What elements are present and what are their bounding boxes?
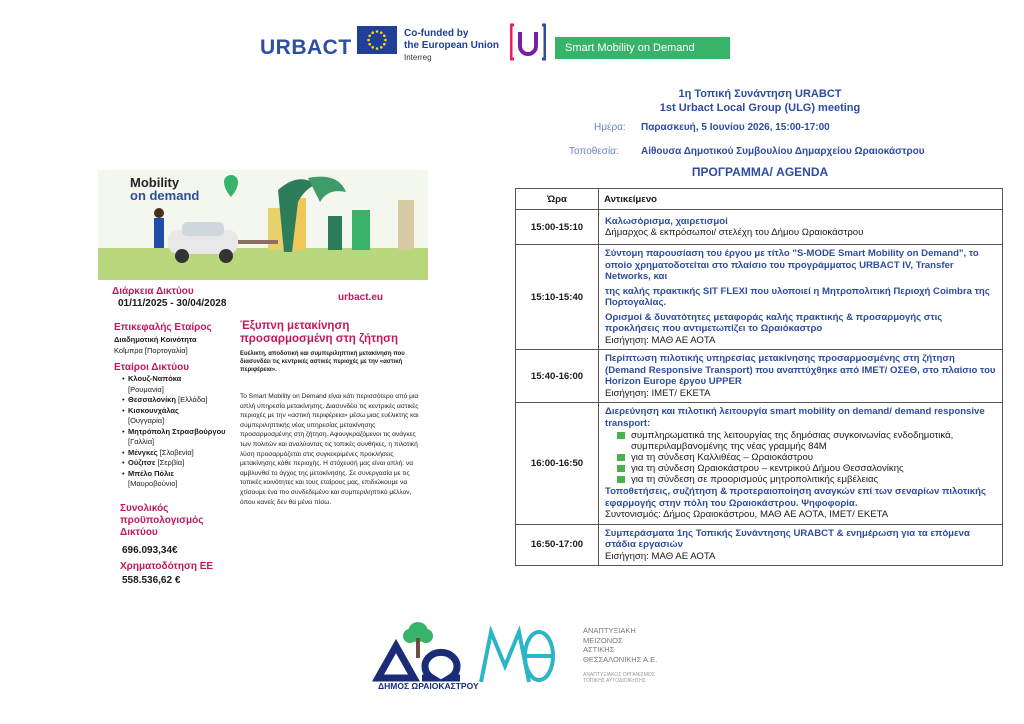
time-cell: 16:00-16:50 [516,403,599,525]
bullet-list [617,430,996,485]
meeting-title-greek: 1η Τοπική Συνάντηση URABCT [678,88,842,100]
duration-value: 01/11/2025 - 30/04/2028 [118,298,227,309]
col-time-header: Ώρα [516,189,599,210]
list-item: • Ούζιτσε [Σερβία] [122,458,228,469]
subject-title: Συμπεράσματα 1ης Τοπικής Συνάντησης URABCT & ενημέρωση για τα επόμενα στάδια εργασιών [605,527,970,550]
col-subject-header: Αντικείμενο [599,189,1003,210]
subject-title: Καλωσόρισμα, χαιρετισμοί [605,215,728,227]
smod-banner: Smart Mobility on Demand [555,37,730,59]
subject-cell [599,210,1003,245]
list-item: • Μπέλο Πόλιε [Μαυροβούνιο] [122,469,228,490]
time-cell: 15:10-15:40 [516,245,599,350]
location-label: Τοποθεσία: [569,146,619,157]
urbact-logo: URBACT [260,36,352,59]
eu-flag-icon [357,26,397,54]
dimos-oraiokastrou-text: ΔΗΜΟΣ ΩΡΑΙΟΚΑΣΤΡΟΥ [378,681,479,691]
hero-title: Mobility on demand [130,175,200,203]
subject-speaker: Εισήγηση: ΙΜΕΤ/ ΕΚΕΤΑ [605,387,711,399]
subject-speaker: Δήμαρχος & εκπρόσωποι/ στελέχη του Δήμου Ωραιοκάστρου [605,227,864,238]
subject-title: Σύντομη παρουσίαση του έργου με τίτλο "S-MODE Smart Mobility on Demand", το οποίο χρηματοδοτείται στο πλαίσιο του προγράμματος URBACT IV, Transfer Networks, και [605,248,979,282]
time-cell: 16:50-17:00 [516,524,599,566]
mth-logo-icon [477,626,569,686]
subject-speaker: Συντονισμός: Δήμος Ωραιοκάστρου, ΜΑΘ ΑΕ ΑΟΤΑ, ΙΜΕΤ/ ΕΚΕΤΑ [605,509,889,520]
list-item: • Μένγκες [Σλοβενία] [122,448,228,459]
lead-partner-value: Διαδημοτική Κοινότητα Κοΐμπρα [Πορτογαλία] [114,335,197,355]
subject-speaker: Εισήγηση: ΜΑΘ ΑΕ ΑΟΤΑ [605,550,716,562]
mth-text: ΑΝΑΠΤΥΞΙΑΚΗ ΜΕΙΖΟΝΟΣ ΑΣΤΙΚΗΣ ΘΕΣΣΑΛΟΝΙΚΗΣ Α.Ε. [583,626,658,664]
dimos-oraiokastrou-logo-icon [372,620,464,690]
table-row [516,524,1003,566]
subject-title: Περίπτωση πιλοτικής υπηρεσίας μετακίνησης προσαρμοσμένης στη ζήτηση (Demand Responsive Transport) που αναπτύχθηκε από ΙΜΕΤ/ ΟΣΕΘ, στο πλαίσιο του Horizon Europe έργου UPPER [605,353,996,387]
subject-cell [599,524,1003,566]
budget-value: 696.093,34€ [122,545,178,556]
list-item: • Κισκουνχάλας [Ουγγαρία] [122,406,228,427]
mth-subtext: ΑΝΑΠΤΥΞΙΑΚΟΣ ΟΡΓΑΝΙΣΜΟΣ ΤΟΠΙΚΗΣ ΑΥΤΟΔΙΟΙΚΗΣΗΣ [583,672,655,684]
date-value: Παρασκευή, 5 Ιουνίου 2026, 15:00-17:00 [641,122,830,133]
partners-label: Εταίροι Δικτύου [114,362,190,373]
time-cell: 15:40-16:00 [516,350,599,403]
partners-list [122,374,228,490]
location-value: Αίθουσα Δημοτικού Συμβουλίου Δημαρχείου Ωραιοκάστρου [641,146,925,157]
program-title: ΠΡΟΓΡΑΜΜΑ/ AGENDA [691,165,829,179]
list-item: • Κλουζ-Ναπόκα [Ρουμανία] [122,374,228,395]
table-row [516,210,1003,245]
list-item: συμπληρωματικά της λειτουργίας της δημόσιας συγκοινωνίας ενδοδημοτικά, συμπεριλαμβανομένης της νέας γραμμής 84Μ [617,430,996,452]
subject-cell [599,245,1003,350]
subject-title: Τοποθετήσεις, συζήτηση & προτεραιοποίηση αναγκών επί των σεναρίων πιλοτικής εφαρμογής στην πόλη του Ωραιοκάστρου. Ψηφοφορία. [605,486,987,509]
list-item: για τη σύνδεση Ωραιοκάστρου – κεντρικού Δήμου Θεσσαλονίκης [617,463,996,474]
subject-title: της καλής πρακτικής SIT FLEXI που υλοποιεί η Μητροπολιτική Περιοχή Coimbra της Πορτογαλίας. [605,285,990,308]
date-label: Ημέρα: [594,122,626,133]
table-row [516,403,1003,525]
list-item: • Μητρόπολη Στρασβούργου [Γαλλία] [122,427,228,448]
subject-cell [599,403,1003,525]
subject-title: Ορισμοί & δυνατότητες μεταφοράς καλής πρακτικής & προσαρμογής στις προκλήσεις που αντιμετωπίζει το Ωραιόκαστρο [605,311,943,334]
table-row [516,350,1003,403]
subject-speaker: Εισήγηση: ΜΑΘ ΑΕ ΑΟΤΑ [605,334,716,346]
table-row [516,245,1003,350]
section-title: Έξυπνη μετακίνηση προσαρμοσμένη στη ζήτηση [240,320,399,345]
subject-cell [599,350,1003,403]
eu-cofunded-text: Co-funded by the European Union Interreg [404,28,499,62]
list-item: για τη σύνδεση σε προορισμούς μητροπολιτικής εμβέλειας [617,474,996,485]
eu-funding-label: Χρηματοδότηση ΕΕ [120,561,214,572]
time-cell: 15:00-15:10 [516,210,599,245]
list-item: για τη σύνδεση Καλλιθέας – Ωραιοκάστρου [617,452,996,463]
eu-funding-value: 558.536,62 € [122,575,181,586]
subject-title: Διερεύνηση και πιλοτική λειτουργία smart mobility on demand/ demand responsive transport: [605,406,985,429]
hero-illustration [98,170,428,280]
budget-label: Συνολικός προϋπολογισμός Δικτύου [120,503,204,538]
section-subtitle: Ευέλικτη, αποδοτική και συμπεριληπτική μετακίνηση που διασυνδέει τις κεντρικές αστικές περιοχές με την «αστική περιφέρεια». [240,351,405,373]
smod-u-logo-icon [510,22,546,62]
duration-label: Διάρκεια Δικτύου [112,286,194,297]
site-link[interactable]: urbact.eu [338,292,384,303]
meeting-title-english: 1st Urbact Local Group (ULG) meeting [659,102,861,114]
table-header-row [516,189,1003,210]
agenda-table [515,188,1003,566]
list-item: • Θεσσαλονίκη [Ελλάδα] [122,395,228,406]
section-body: Το Smart Mobility on Demand είναι κάτι περισσότερο από μια απλή υπηρεσία μετακίνησης. Διασυνδέει τις κεντρικές αστικές περιοχές με την «αστική περιφέρεια» μέσω μιας ευέλικτης και συμπεριληπτικής νέας υπηρεσίας μετακίνησης προσαρμοσμένης στη ζήτηση. Αφουγκραζόμενοι τις ανάγκες των πολιτών και αναλύοντας τις τοπικές συνθήκες, η πιλοτική λύση προσαρμόζεται στις συγκεκριμένες προκλήσεις μετακίνησης κάθε περιοχής. Η στόχευσή μας είναι απλή: να αμβλυνθεί το άγχος της μετακίνησης. Σε συνεργασία με τις τοπικές κοινότητες και τους εταίρους μας, επιδιώκουμε να χτίσουμε ένα πιο συνδεδεμένο και συμπεριληπτικό μέλλον, όπου κανείς δεν θα μένει πίσω. [240,393,419,506]
lead-partner-label: Επικεφαλής Εταίρος [114,322,212,333]
